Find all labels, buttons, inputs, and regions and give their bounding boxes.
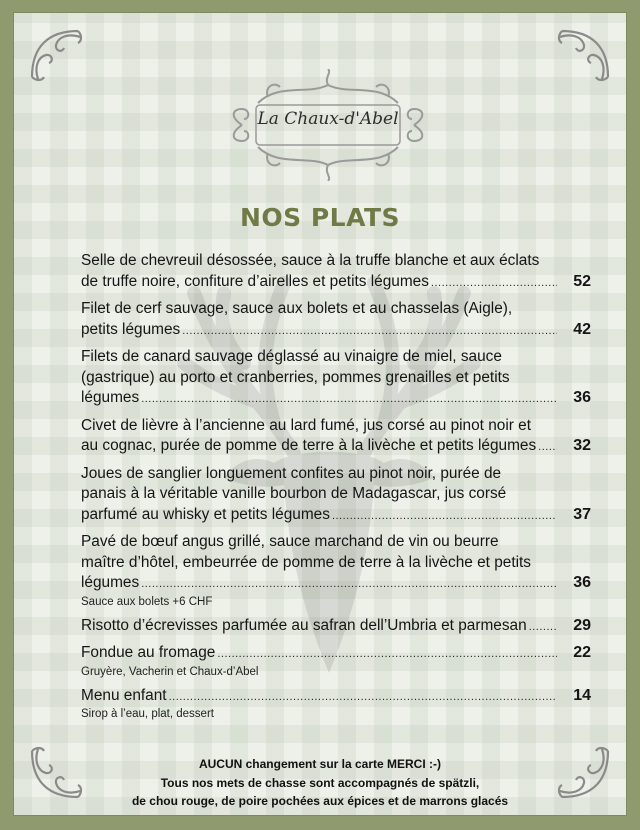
leader-dots [332, 506, 557, 527]
list-item [81, 643, 591, 680]
dish-price: 22 [573, 644, 591, 661]
footer-line: de chou rouge, de poire pochées aux épices et de marrons glacés [131, 794, 509, 808]
dish-description-line: petits légumes [81, 320, 181, 338]
dish-price: 32 [573, 437, 591, 454]
dish-price: 14 [573, 686, 591, 704]
list-item [81, 416, 591, 458]
flourish-corner-icon [552, 27, 612, 87]
dish-price: 52 [573, 272, 591, 290]
footer-line: Tous nos mets de chasse sont accompagnés de spätzli, [160, 775, 480, 790]
dish-description-line: Civet de lièvre à l’ancienne au lard fumé, jus corsé au pinot noir et [81, 416, 531, 434]
dish-list [81, 251, 591, 728]
dish-price: 37 [573, 505, 591, 523]
dish-price: 29 [573, 616, 591, 634]
list-item [81, 532, 591, 610]
dish-note: Sauce aux bolets +6 CHF [81, 595, 213, 608]
dish-note: Gruyère, Vacherin et Chaux-d’Abel [81, 665, 259, 678]
dish-description-line: Filet de cerf sauvage, sauce aux bolets et au chasselas (Aigle), [81, 300, 513, 317]
dish-description-line: Filets de canard sauvage déglassé au vinaigre de miel, sauce [81, 348, 502, 365]
leader-dots [169, 687, 557, 708]
dish-description-line: Risotto d’écrevisses parfumée au safran dell’Umbria et parmesan [81, 616, 527, 634]
footer-notes [14, 755, 626, 811]
list-item [81, 686, 591, 723]
menu-page [14, 13, 626, 815]
list-item [81, 299, 591, 341]
dish-description-line: (gastrique) au porto et cranberries, pommes grenailles et petits [81, 368, 510, 386]
leader-dots [538, 437, 557, 458]
footer-line: AUCUN changement sur la carte MERCI :-) [198, 757, 442, 771]
list-item [81, 616, 591, 638]
dish-note: Sirop à l’eau, plat, dessert [81, 708, 214, 720]
dish-description-line: Fondue au fromage [81, 644, 216, 661]
list-item [81, 251, 591, 293]
restaurant-logo [228, 69, 428, 181]
dish-description-line: Pavé de bœuf angus grillé, sauce marchand de vin ou beurre [81, 533, 499, 550]
dish-description-line: au cognac, purée de pomme de terre à la livèche et petits légumes [81, 437, 537, 454]
dish-price: 36 [573, 574, 591, 591]
dish-description-line: Joues de sanglier longuement confites au pinot noir, purée de [81, 464, 502, 482]
list-item [81, 347, 591, 410]
leader-dots [217, 644, 557, 665]
dish-price: 42 [573, 320, 591, 338]
leader-dots [529, 617, 557, 638]
dish-description-line: maître d’hôtel, embeurrée de pomme de terre à la livèche et petits [81, 553, 531, 571]
leader-dots [182, 321, 557, 342]
dish-description-line: légumes [81, 574, 140, 591]
page-title: NOS PLATS [239, 203, 401, 232]
dish-description-line: panais à la véritable vanille bourbon de Madagascar, jus corsé [81, 485, 507, 502]
flourish-corner-icon [28, 27, 88, 87]
leader-dots [141, 389, 557, 410]
dish-description-line: de truffe noire, confiture d’airelles et petits légumes [81, 272, 429, 290]
list-item [81, 464, 591, 527]
dish-description-line: Selle de chevreuil désossée, sauce à la truffe blanche et aux éclats [81, 252, 540, 269]
dish-price: 36 [573, 389, 591, 406]
dish-description-line: légumes [81, 389, 140, 406]
dish-description-line: parfumé au whisky et petits légumes [81, 505, 330, 523]
dish-description-line: Menu enfant [81, 686, 167, 704]
leader-dots [141, 574, 557, 595]
restaurant-name: La Chaux-d'Abel [257, 109, 399, 129]
leader-dots [431, 273, 557, 294]
